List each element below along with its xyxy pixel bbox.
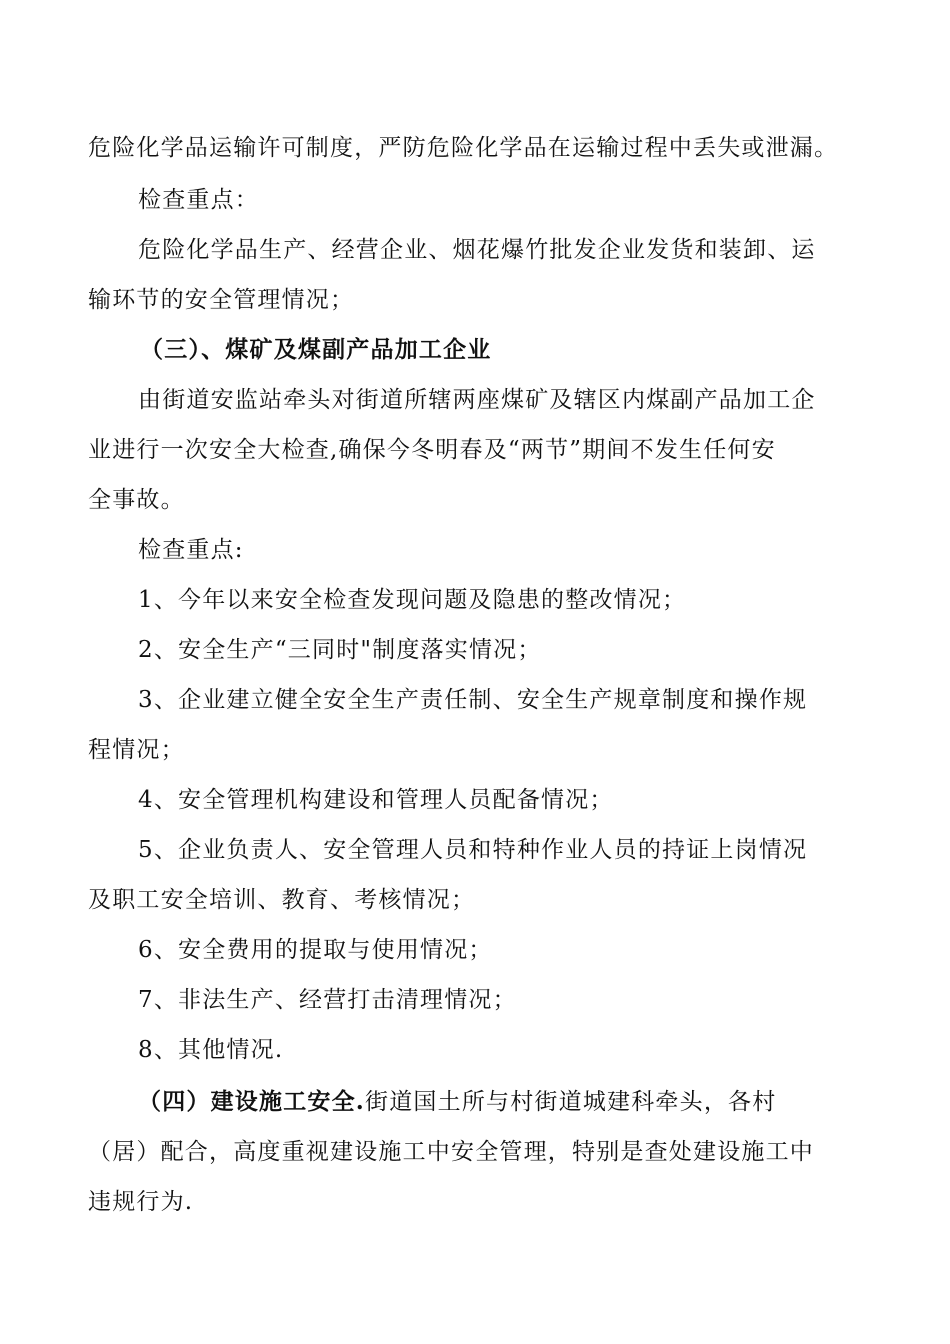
paragraph-line: （居）配合，高度重视建设施工中安全管理，特别是查处建设施工中: [88, 1139, 814, 1165]
paragraph-line: 全事故。: [88, 487, 185, 513]
paragraph-line: 危险化学品生产、经营企业、烟花爆竹批发企业发货和装卸、运: [138, 237, 816, 263]
list-item: 8、其他情况.: [138, 1037, 284, 1063]
paragraph-line: 危险化学品运输许可制度，严防危险化学品在运输过程中丢失或泄漏。: [88, 135, 839, 161]
paragraph-line: 违规行为.: [88, 1189, 194, 1215]
paragraph-line: 输环节的安全管理情况；: [88, 287, 355, 313]
list-item: 4、安全管理机构建设和管理人员配备情况；: [138, 787, 614, 813]
section-text: 街道国土所与村街道城建科牵头，各村: [365, 1089, 777, 1115]
section-label: 检查重点：: [138, 187, 259, 213]
list-item: 3、企业建立健全安全生产责任制、安全生产规章制度和操作规: [138, 687, 808, 713]
list-item: 5、企业负责人、安全管理人员和特种作业人员的持证上岗情况: [138, 837, 808, 863]
section-paragraph: [138, 1082, 950, 1122]
list-item: 1、今年以来安全检查发现问题及隐患的整改情况；: [138, 587, 687, 613]
section-heading-inline: （四）建设施工安全.: [138, 1088, 366, 1115]
section-heading: （三）、煤矿及煤副产品加工企业: [140, 336, 492, 363]
list-item: 7、非法生产、经营打击清理情况；: [138, 987, 517, 1013]
paragraph-line: 业进行一次安全大检查,确保今冬明春及“两节”期间不发生任何安: [88, 437, 776, 463]
section-label: 检查重点:: [138, 537, 244, 563]
list-item-continuation: 及职工安全培训、教育、考核情况；: [88, 887, 476, 913]
paragraph-line: 由街道安监站牵头对街道所辖两座煤矿及辖区内煤副产品加工企: [138, 387, 816, 413]
list-item: 6、安全费用的提取与使用情况；: [138, 937, 493, 963]
list-item: 2、安全生产“三同时"制度落实情况；: [138, 637, 542, 663]
list-item-continuation: 程情况；: [88, 737, 185, 763]
